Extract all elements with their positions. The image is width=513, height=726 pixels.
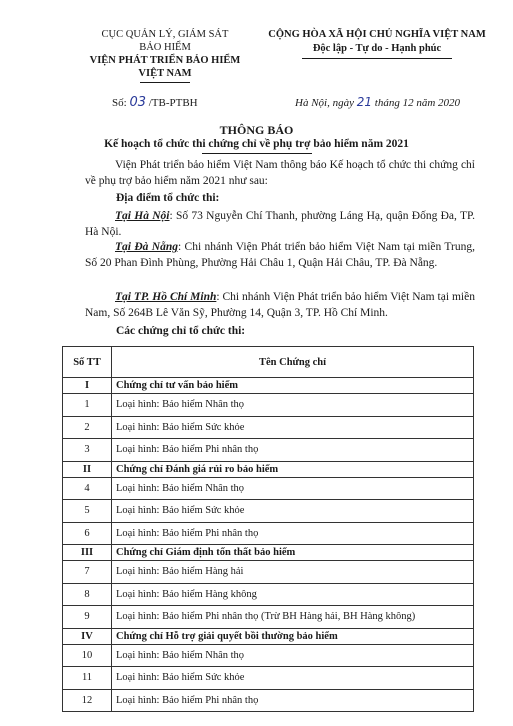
row-certificate-name: Loại hình: Bảo hiểm Phi nhân thọ (Trừ BH Hàng hải, BH Hàng không) (112, 606, 474, 629)
row-number: 4 (63, 477, 112, 500)
subtitle-text: Kế hoạch tổ chức thi chứng chỉ về phụ trợ bảo hiểm năm 2021 (104, 138, 409, 150)
row-number: 2 (63, 416, 112, 439)
table-row (63, 583, 474, 606)
row-certificate-name: Loại hình: Bảo hiểm Phi nhân thọ (112, 689, 474, 712)
row-number: III (63, 545, 112, 561)
row-number: II (63, 461, 112, 477)
row-number: IV (63, 628, 112, 644)
row-certificate-name: Chứng chỉ tư vấn bảo hiểm (112, 378, 474, 394)
row-certificate-name: Loại hình: Bảo hiểm Nhân thọ (112, 394, 474, 417)
column-header-no: Số TT (63, 347, 112, 378)
date-prefix: Hà Nội, ngày (295, 97, 354, 109)
row-certificate-name: Loại hình: Bảo hiểm Sức khỏe (112, 500, 474, 523)
location-city: Tại Đà Nẵng (115, 241, 178, 253)
row-certificate-name: Loại hình: Bảo hiểm Phi nhân thọ (112, 522, 474, 545)
table-row (63, 689, 474, 712)
table-row (63, 500, 474, 523)
document-number (112, 95, 198, 110)
national-motto: Độc lập - Tự do - Hạnh phúc (312, 43, 442, 54)
certificates-table (62, 346, 474, 712)
date-handwritten-day: 21 (356, 95, 373, 109)
column-header-name: Tên Chứng chỉ (112, 347, 474, 378)
row-number: 11 (63, 667, 112, 690)
row-certificate-name: Loại hình: Bảo hiểm Hàng không (112, 583, 474, 606)
row-certificate-name: Loại hình: Bảo hiểm Sức khỏe (112, 416, 474, 439)
row-number: 6 (63, 522, 112, 545)
row-certificate-name: Chứng chỉ Hỗ trợ giải quyết bồi thường bảo hiểm (112, 628, 474, 644)
table-row (63, 561, 474, 584)
national-name: CỘNG HÒA XÃ HỘI CHỦ NGHĨA VIỆT NAM (268, 29, 486, 40)
row-number: 7 (63, 561, 112, 584)
table-group-row (63, 461, 474, 477)
table-group-row (63, 378, 474, 394)
intro-paragraph: Viện Phát triển bảo hiểm Việt Nam thông báo Kế hoạch tổ chức thi chứng chỉ về phụ trợ bảo hiểm năm 2021 như sau: (85, 159, 475, 187)
table-row (63, 439, 474, 462)
row-certificate-name: Chứng chỉ Giám định tổn thất bảo hiểm (112, 545, 474, 561)
row-number: I (63, 378, 112, 394)
row-number: 3 (63, 439, 112, 462)
table-row (63, 667, 474, 690)
location-address: : Số 73 Nguyễn Chí Thanh, phường Láng Hạ, quận Đống Đa, TP. Hà Nội. (85, 210, 475, 238)
row-certificate-name: Loại hình: Bảo hiểm Phi nhân thọ (112, 439, 474, 462)
location-danang (85, 239, 475, 271)
doc-number-suffix: /TB-PTBH (148, 97, 198, 109)
row-number: 9 (63, 606, 112, 629)
agency-line-1: CỤC QUẢN LÝ, GIÁM SÁT (101, 29, 229, 40)
row-certificate-name: Loại hình: Bảo hiểm Sức khỏe (112, 667, 474, 690)
location-city: Tại TP. Hồ Chí Minh (115, 291, 217, 303)
row-number: 12 (63, 689, 112, 712)
national-motto-header (252, 28, 502, 59)
location-city: Tại Hà Nội (115, 210, 170, 222)
table-row (63, 522, 474, 545)
doc-number-handwritten: 03 (129, 95, 146, 110)
subtitle-underline (202, 153, 312, 154)
agency-underline (140, 82, 190, 83)
agency-line-2: BẢO HIỂM (139, 42, 191, 53)
document-title: THÔNG BÁO (219, 123, 294, 137)
location-hcmc (85, 289, 475, 321)
table-group-row (63, 628, 474, 644)
table-header-row (63, 347, 474, 378)
table-row (63, 416, 474, 439)
table-row (63, 606, 474, 629)
location-address: : Chi nhánh Viện Phát triển bảo hiểm Việt Nam tại miền Nam, Số 264B Lê Văn Sỹ, Phường 14, Quận 3, TP. Hồ Chí Minh. (85, 291, 475, 319)
certificates-heading: Các chứng chỉ tổ chức thi: (116, 325, 246, 337)
row-certificate-name: Loại hình: Bảo hiểm Nhân thọ (112, 477, 474, 500)
row-certificate-name: Chứng chỉ Đánh giá rủi ro bảo hiểm (112, 461, 474, 477)
row-certificate-name: Loại hình: Bảo hiểm Hàng hải (112, 561, 474, 584)
location-address: : Chi nhánh Viện Phát triển bảo hiểm Việt Nam tại miền Trung, Số 20 Phan Đình Phùng, Phường Hải Châu 1, Quận Hải Châu, TP. Đà Nẵng. (85, 241, 475, 269)
agency-line-3: VIỆN PHÁT TRIỂN BẢO HIỂM (89, 55, 241, 66)
motto-underline (302, 58, 452, 59)
doc-number-prefix: Số: (112, 97, 127, 109)
row-certificate-name: Loại hình: Bảo hiểm Nhân thọ (112, 644, 474, 667)
table-group-row (63, 545, 474, 561)
row-number: 5 (63, 500, 112, 523)
row-number: 10 (63, 644, 112, 667)
row-number: 8 (63, 583, 112, 606)
issuing-agency-header (70, 28, 260, 83)
location-hanoi (85, 208, 475, 240)
table-row (63, 644, 474, 667)
row-number: 1 (63, 394, 112, 417)
table-body (63, 378, 474, 712)
date-suffix: tháng 12 năm 2020 (374, 97, 461, 109)
agency-line-4: VIỆT NAM (138, 68, 192, 79)
table-row (63, 477, 474, 500)
table-row (63, 394, 474, 417)
document-subtitle (0, 138, 513, 154)
locations-heading: Địa điểm tổ chức thi: (116, 192, 220, 204)
document-date (295, 95, 460, 109)
